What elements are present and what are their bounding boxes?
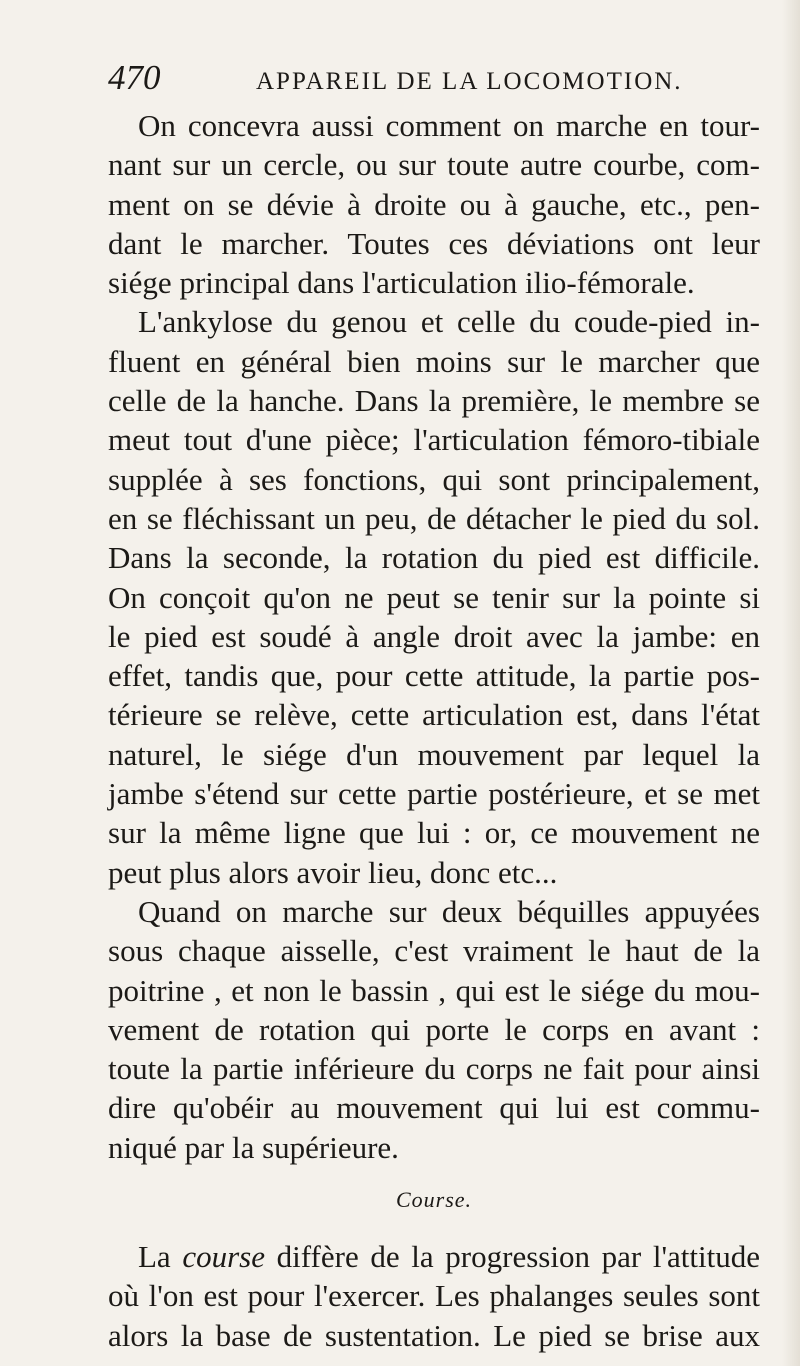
line-rest: diffère de la progression par l'attitude [276, 1239, 761, 1275]
paragraph-line: nant sur un cercle, ou sur toute autre courbe, com- [108, 147, 760, 183]
running-title: APPAREIL DE LA LOCOMOTION. [256, 68, 683, 95]
paragraph-line: le pied est soudé à angle droit avec la jambe: en [108, 618, 760, 654]
paragraph-line: On concevra aussi comment on marche en tour- [138, 108, 760, 143]
paragraph-line: sur la même ligne que lui : or, ce mouvement ne [108, 815, 760, 851]
paragraph-line: dant le marcher. Toutes ces déviations ont leur [108, 225, 760, 261]
page-edge-shadow [782, 0, 800, 1366]
paragraph-line: térieure se relève, cette articulation est, dans l'état [108, 697, 760, 733]
paragraph-line: alors la base de sustentation. Le pied se brise aux [108, 1317, 760, 1353]
paragraph-line: supplée à ses fonctions, qui sont principalement, [108, 461, 760, 497]
paragraph-line: Dans la seconde, la rotation du pied est difficile. [108, 540, 760, 576]
paragraph-line: où l'on est pour l'exercer. Les phalanges seules sont [108, 1278, 760, 1314]
paragraph-crutches [108, 892, 760, 1167]
paragraph-walking-curve [108, 106, 760, 302]
paragraph-line: L'ankylose du genou et celle du coude-pied in- [138, 304, 760, 340]
paragraph-line: vement de rotation qui porte le corps en avant : [108, 1011, 760, 1047]
paragraph-line: ment on se dévie à droite ou à gauche, etc., pen- [108, 186, 760, 222]
paragraph-line: Quand on marche sur deux béquilles appuyées [138, 893, 760, 929]
paragraph-line: sous chaque aisselle, c'est vraiment le haut de la [108, 933, 760, 969]
paragraph-line: meut tout d'une pièce; l'articulation fémoro-tibiale [108, 422, 760, 458]
paragraph-course [108, 1237, 760, 1355]
paragraph-line: poitrine , et non le bassin , qui est le siége du mou- [108, 972, 760, 1008]
paragraph-line: fluent en général bien moins sur le marcher que [108, 343, 760, 379]
line-lead: La [138, 1239, 171, 1275]
paragraph-line: dire qu'obéir au mouvement qui lui est commu- [108, 1090, 760, 1126]
paragraph-line: peut plus alors avoir lieu, donc etc... [108, 854, 558, 890]
paragraph-line: en se fléchissant un peu, de détacher le pied du sol. [108, 500, 760, 536]
paragraph-line: effet, tandis que, pour cette attitude, la partie pos- [108, 658, 760, 694]
paragraph-line [108, 1237, 760, 1276]
paragraph-line: jambe s'étend sur cette partie postérieure, et se met [108, 776, 760, 812]
paragraph-ankylosis [108, 302, 760, 891]
paragraph-line: toute la partie inférieure du corps ne fait pour ainsi [108, 1051, 760, 1087]
paragraph-line: siége principal dans l'articulation ilio-fémorale. [108, 265, 695, 301]
paragraph-line: On conçoit qu'on ne peut se tenir sur la pointe si [108, 579, 760, 615]
emphasized-term: course [182, 1239, 266, 1275]
section-heading-course: Course. [395, 1187, 473, 1213]
paragraph-line: celle de la hanche. Dans la première, le membre se [108, 383, 760, 419]
paragraph-line: niqué par la supérieure. [108, 1129, 399, 1165]
page-number: 470 [108, 58, 161, 97]
running-head [108, 58, 760, 100]
paragraph-line: naturel, le siége d'un mouvement par lequel la [108, 736, 760, 772]
